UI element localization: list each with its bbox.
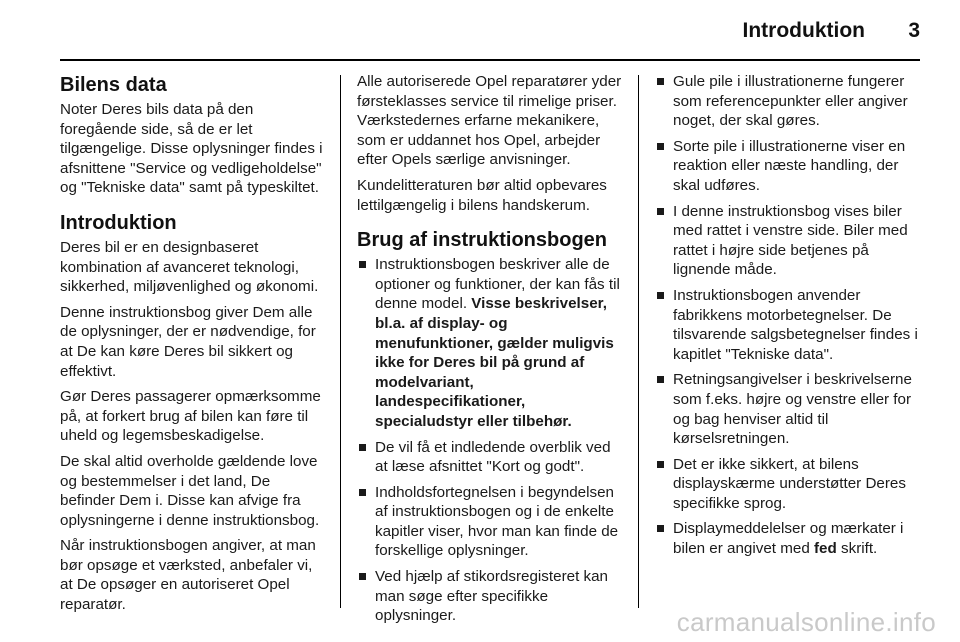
- square-bullet-icon: [657, 78, 664, 85]
- square-bullet-icon: [359, 489, 366, 496]
- bullet-list: [655, 72, 923, 559]
- list-item: [357, 567, 625, 626]
- heading-brug-af-instruktionsbogen: Brug af instruktionsbogen: [357, 229, 607, 252]
- heading-bilens-data: Bilens data: [60, 74, 167, 96]
- list-item: [357, 483, 625, 561]
- column-1: [60, 72, 324, 621]
- bullet-list: [357, 255, 625, 626]
- page-number: 3: [908, 19, 920, 42]
- list-item-bold-text: fed: [814, 540, 837, 558]
- column-3: [655, 72, 923, 565]
- list-item: [655, 519, 923, 558]
- heading-introduktion: Introduktion: [60, 211, 177, 234]
- list-item-text: Indholdsfortegnelsen i begyndelsen af instruktionsbogen og i de enkelte kapitler viser, hvor man kan finde de forskellige oplysninger.: [375, 483, 619, 560]
- header-rule: [60, 59, 920, 61]
- list-item: [655, 202, 923, 280]
- paragraph: De skal altid overholde gældende love og bestemmelser i det land, De befinder Dem i. Disse kan afvige fra oplysningerne i denne instruktionsbog.: [60, 452, 320, 529]
- column-divider-2: [638, 75, 639, 608]
- square-bullet-icon: [359, 444, 366, 451]
- paragraph: Kundelitteraturen bør altid opbevares lettilgængelig i bilens handskerum.: [357, 176, 607, 214]
- list-item-text: I denne instruktionsbog vises biler med rattet i venstre side. Biler med rattet i højre side betjenes på lignende måde.: [673, 202, 908, 279]
- paragraph: Noter Deres bils data på den foregående side, så de er let tilgængelige. Disse oplysninger findes i afsnittene "Service og vedligeholdelse" og "Tekniske data" samt på typeskiltet.: [60, 101, 323, 197]
- square-bullet-icon: [657, 208, 664, 215]
- paragraph: Når instruktionsbogen angiver, at man bør opsøge et værksted, anbefaler vi, at De opsøger en autoriseret Opel reparatør.: [60, 537, 316, 614]
- paragraph: Gør Deres passagerer opmærksomme på, at forkert brug af bilen kan føre til uheld og legemsbeskadigelse.: [60, 388, 321, 445]
- list-item-text: Gule pile i illustrationerne fungerer som referencepunkter eller angiver noget, der skal gøres.: [673, 73, 908, 130]
- square-bullet-icon: [359, 573, 366, 580]
- list-item: [655, 286, 923, 364]
- column-2: [357, 72, 625, 632]
- list-item: [655, 455, 923, 514]
- paragraph: Denne instruktionsbog giver Dem alle de oplysninger, der er nødvendige, for at De kan køre Deres bil sikkert og effektivt.: [60, 303, 316, 380]
- list-item-text: Det er ikke sikkert, at bilens displayskærme understøtter Deres specifikke sprog.: [673, 455, 906, 512]
- list-item-text: skrift.: [836, 540, 878, 558]
- square-bullet-icon: [657, 525, 664, 532]
- square-bullet-icon: [359, 261, 366, 268]
- square-bullet-icon: [657, 292, 664, 299]
- list-item-text: Displaymeddelelser og mærkater i bilen er angivet med: [673, 520, 904, 558]
- square-bullet-icon: [657, 376, 664, 383]
- list-item-bold-text: Visse beskrivelser, bl.a. af display- og menufunktioner, gælder muligvis ikke for Deres bil på grund af modelvariant, landespecifikationer, specialudstyr eller tilbehør.: [375, 295, 614, 430]
- list-item: [357, 438, 625, 477]
- list-item: [655, 370, 923, 448]
- list-item: [655, 72, 923, 131]
- list-item: [655, 137, 923, 196]
- column-divider-1: [340, 75, 341, 608]
- list-item-text: Instruktionsbogen beskriver alle de optioner og funktioner, der kan fås til denne model.: [375, 256, 620, 313]
- list-item-text: Retningsangivelser i beskrivelserne som f.eks. højre og venstre eller for og bag henviser altid til kørselsretningen.: [673, 371, 912, 448]
- list-item-text: Instruktionsbogen anvender fabrikkens motorbetegnelser. De tilsvarende salgsbetegnelser findes i kapitlet "Tekniske data".: [673, 286, 918, 363]
- list-item-text: De vil få et indledende overblik ved at læse afsnittet "Kort og godt".: [375, 438, 611, 476]
- list-item-text: Sorte pile i illustrationerne viser en reaktion eller næste handling, der skal udføres.: [673, 137, 906, 194]
- paragraph: Alle autoriserede Opel reparatører yder førsteklasses service til rimelige priser. Værkstedernes erfarne mekanikere, som er uddannet hos Opel, arbejder efter Opels særlige anvisninger.: [357, 73, 622, 169]
- list-item-text: Ved hjælp af stikordsregisteret kan man søge efter specifikke oplysninger.: [375, 568, 608, 625]
- header-title: Introduktion: [742, 19, 865, 42]
- list-item: [357, 255, 625, 431]
- square-bullet-icon: [657, 461, 664, 468]
- paragraph: Deres bil er en designbaseret kombination af avanceret teknologi, sikkerhed, miljøvenlighed og økonomi.: [60, 238, 319, 296]
- watermark: carmanualsonline.info: [676, 607, 936, 637]
- square-bullet-icon: [657, 143, 664, 150]
